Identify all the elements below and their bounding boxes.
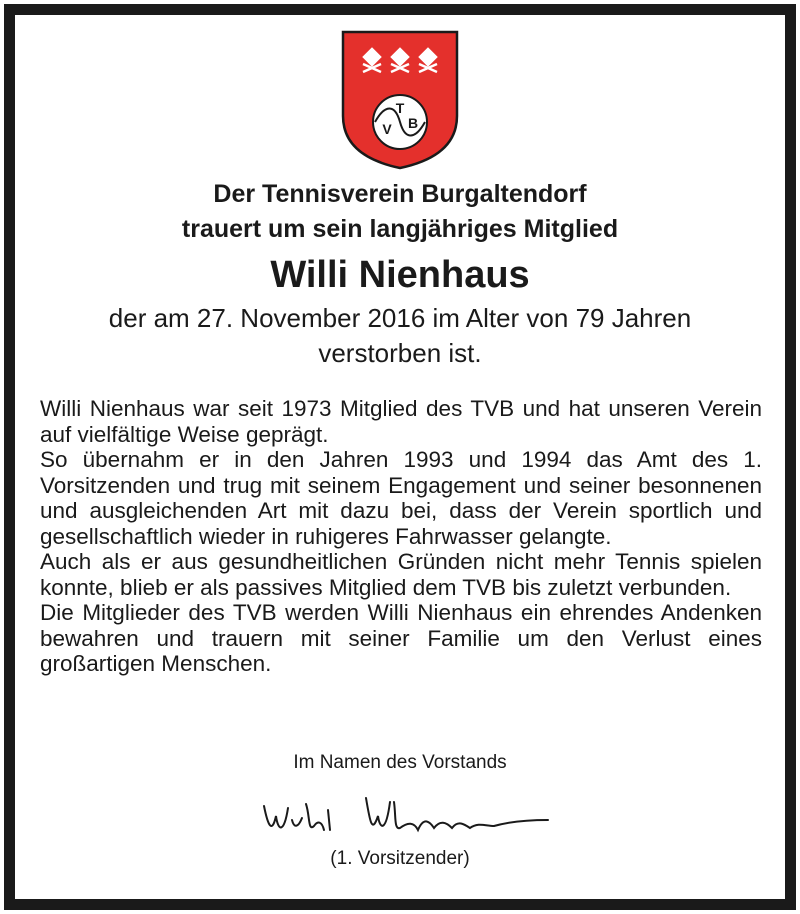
crest-letter-v: V [382,121,392,137]
deceased-name: Willi Nienhaus [270,254,530,296]
paragraph-remembrance: Die Mitglieder des TVB werden Willi Nienhaus ein ehrendes Andenken bewahren und trauern mit seiner Familie um den Verlust eines großartigen Menschen. [40,600,762,676]
death-line-end: verstorben ist. [318,338,482,368]
on-behalf-of-board: Im Namen des Vorstands [293,752,507,773]
heading-mourning: trauert um sein langjähriges Mitglied [181,215,619,243]
paragraph-passive-member: Auch als er aus gesundheitlichen Gründen nicht mehr Tennis spielen konnte, blieb er als passives Mitglied dem TVB bis zuletzt verbunden. [40,549,762,600]
crest-letter-b: B [407,115,419,131]
paragraph-membership: Willi Nienhaus war seit 1973 Mitglied des TVB und hat unseren Verein auf vielfältige Weise geprägt. [40,396,762,447]
handwritten-signature [258,786,558,846]
paragraph-chairman: So übernahm er in den Jahren 1993 und 1994 das Amt des 1. Vorsitzenden und trug mit seinem Engagement und seiner besonnenen und ausgleichenden Art mit dazu bei, dass der Verein sportlich und gesellschaftlich wieder in ruhigeres Fahrwasser gelangte. [40,447,762,549]
heading-club: Der Tennisverein Burgaltendorf [213,180,587,208]
obituary-text [40,396,762,677]
crest-letter-t: T [395,100,405,116]
death-date-line: der am 27. November 2016 im Alter von 79 Jahren [108,303,692,333]
club-crest [339,28,461,170]
lozenge-icons [363,49,437,72]
signatory-role: (1. Vorsitzender) [330,848,470,869]
